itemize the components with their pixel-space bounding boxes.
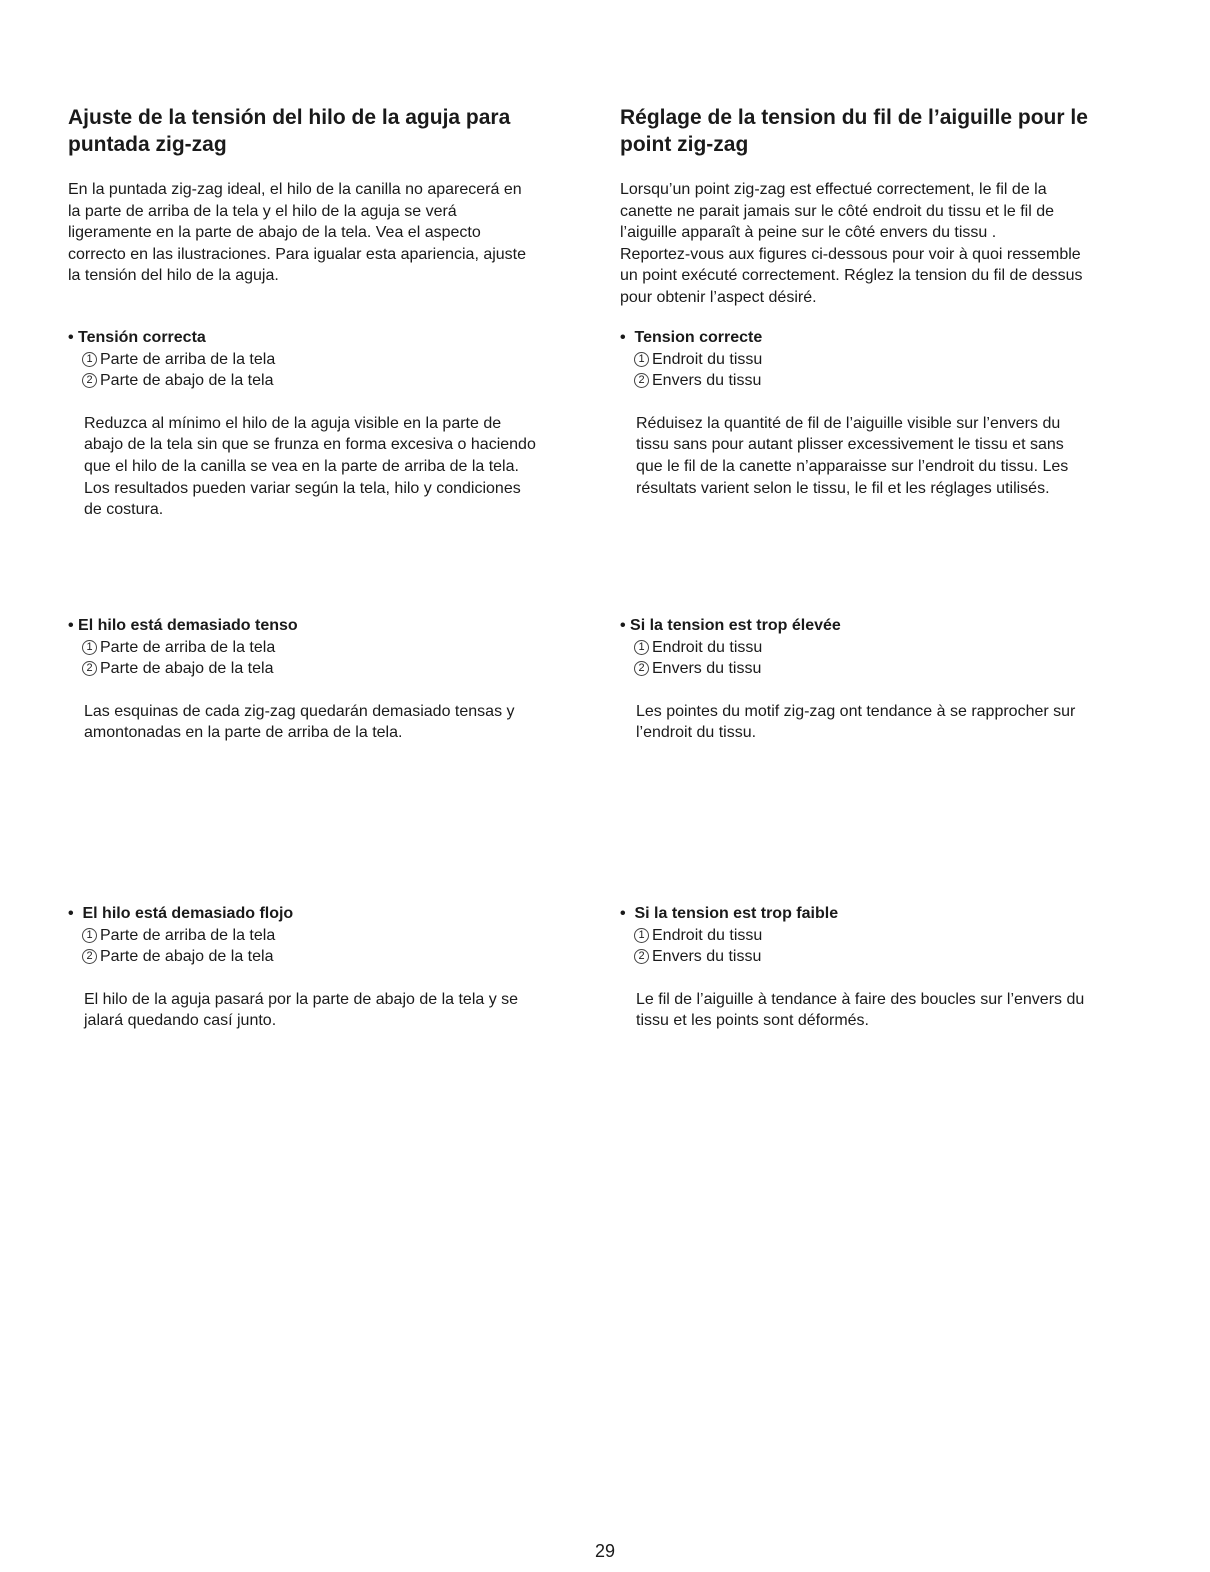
legend-item <box>634 658 1165 680</box>
circled-number-1: 1 <box>634 352 649 367</box>
legend-label: Endroit du tissu <box>652 638 763 656</box>
circled-number-2: 2 <box>634 661 649 676</box>
circled-number-1: 1 <box>634 640 649 655</box>
legend-label: Endroit du tissu <box>652 926 763 944</box>
spanish-section-correct-tension <box>68 327 598 521</box>
legend-label: Parte de abajo de la tela <box>100 948 274 966</box>
spanish-column <box>68 0 598 1572</box>
french-section-too-tight <box>620 615 1165 744</box>
circled-number-1: 1 <box>634 928 649 943</box>
legend-item <box>82 370 598 392</box>
section-heading: • El hilo está demasiado tenso <box>68 617 298 634</box>
circled-number-2: 2 <box>634 373 649 388</box>
legend-label: Parte de abajo de la tela <box>100 660 274 678</box>
spanish-section-too-loose <box>68 903 598 1032</box>
circled-number-2: 2 <box>634 949 649 964</box>
section-text: Réduisez la quantité de fil de l’aiguille visible sur l’envers du tissu sans pour autant plisser excessivement le tissu et sans que le fil de la canette n’apparaisse sur l’endroit du tissu. Les résultats varient selon le tissu, le fil et les réglages utilisés. <box>636 414 1069 497</box>
legend-item <box>634 349 1165 371</box>
legend-label: Envers du tissu <box>652 660 762 678</box>
legend-item <box>634 637 1165 659</box>
legend-label: Envers du tissu <box>652 372 762 390</box>
legend-label: Parte de arriba de la tela <box>100 638 276 656</box>
french-title: Réglage de la tension du fil de l’aiguille pour le point zig-zag <box>620 106 1088 156</box>
spanish-intro: En la puntada zig-zag ideal, el hilo de la canilla no aparecerá en la parte de arriba de la tela y el hilo de la aguja se verá ligeramente en la parte de abajo de la tela. Vea el aspecto correcto en las ilustraciones. Para igualar esta apariencia, ajuste la tensión del hilo de la aguja. <box>68 181 527 285</box>
legend-list <box>82 925 598 968</box>
spanish-section-too-tight <box>68 615 598 744</box>
legend-item <box>82 349 598 371</box>
page-number: 29 <box>594 1541 616 1561</box>
spanish-title: Ajuste de la tensión del hilo de la aguja para puntada zig-zag <box>68 106 511 156</box>
legend-item <box>634 925 1165 947</box>
section-heading: • Tensión correcta <box>68 329 206 346</box>
circled-number-1: 1 <box>82 640 97 655</box>
circled-number-2: 2 <box>82 373 97 388</box>
section-heading: • El hilo está demasiado flojo <box>68 905 294 922</box>
section-text: Le fil de l’aiguille à tendance à faire des boucles sur l’envers du tissu et les points sont déformés. <box>636 990 1085 1030</box>
legend-label: Parte de abajo de la tela <box>100 372 274 390</box>
section-heading: • Si la tension est trop faible <box>620 905 839 922</box>
section-text: Reduzca al mínimo el hilo de la aguja visible en la parte de abajo de la tela sin que se frunza en forma excesiva o haciendo que el hilo de la canilla se vea en la parte de arriba de la tela. Los resultados pueden variar según la tela, hilo y condiciones de costura. <box>84 414 536 519</box>
legend-item <box>82 637 598 659</box>
circled-number-1: 1 <box>82 928 97 943</box>
legend-item <box>634 370 1165 392</box>
section-text: El hilo de la aguja pasará por la parte de abajo de la tela y se jalará quedando casí junto. <box>84 990 519 1030</box>
french-intro: Lorsqu’un point zig-zag est effectué correctement, le fil de la canette ne parait jamais sur le côté endroit du tissu et le fil de l’aiguille apparaît à peine sur le côté envers du tissu . Reportez-vous aux figures ci-dessous pour voir à quoi ressemble un point exécuté correctement. Réglez la tension du fil de dessus pour obtenir l’aspect désiré. <box>620 181 1083 306</box>
section-heading: • Tension correcte <box>620 329 763 346</box>
legend-label: Parte de arriba de la tela <box>100 926 276 944</box>
section-text: Les pointes du motif zig-zag ont tendance à se rapprocher sur l’endroit du tissu. <box>636 702 1076 742</box>
legend-label: Envers du tissu <box>652 948 762 966</box>
legend-item <box>82 925 598 947</box>
section-text: Las esquinas de cada zig-zag quedarán demasiado tensas y amontonadas en la parte de arriba de la tela. <box>84 702 515 742</box>
french-section-too-loose <box>620 903 1165 1032</box>
legend-list <box>634 925 1165 968</box>
circled-number-1: 1 <box>82 352 97 367</box>
legend-item <box>82 946 598 968</box>
legend-label: Endroit du tissu <box>652 350 763 368</box>
legend-item <box>634 946 1165 968</box>
legend-item <box>82 658 598 680</box>
french-section-correct-tension <box>620 327 1165 499</box>
circled-number-2: 2 <box>82 661 97 676</box>
circled-number-2: 2 <box>82 949 97 964</box>
legend-list <box>82 637 598 680</box>
section-heading: • Si la tension est trop élevée <box>620 617 841 634</box>
legend-label: Parte de arriba de la tela <box>100 350 276 368</box>
french-column <box>620 0 1165 1572</box>
legend-list <box>634 637 1165 680</box>
legend-list <box>82 349 598 392</box>
legend-list <box>634 349 1165 392</box>
